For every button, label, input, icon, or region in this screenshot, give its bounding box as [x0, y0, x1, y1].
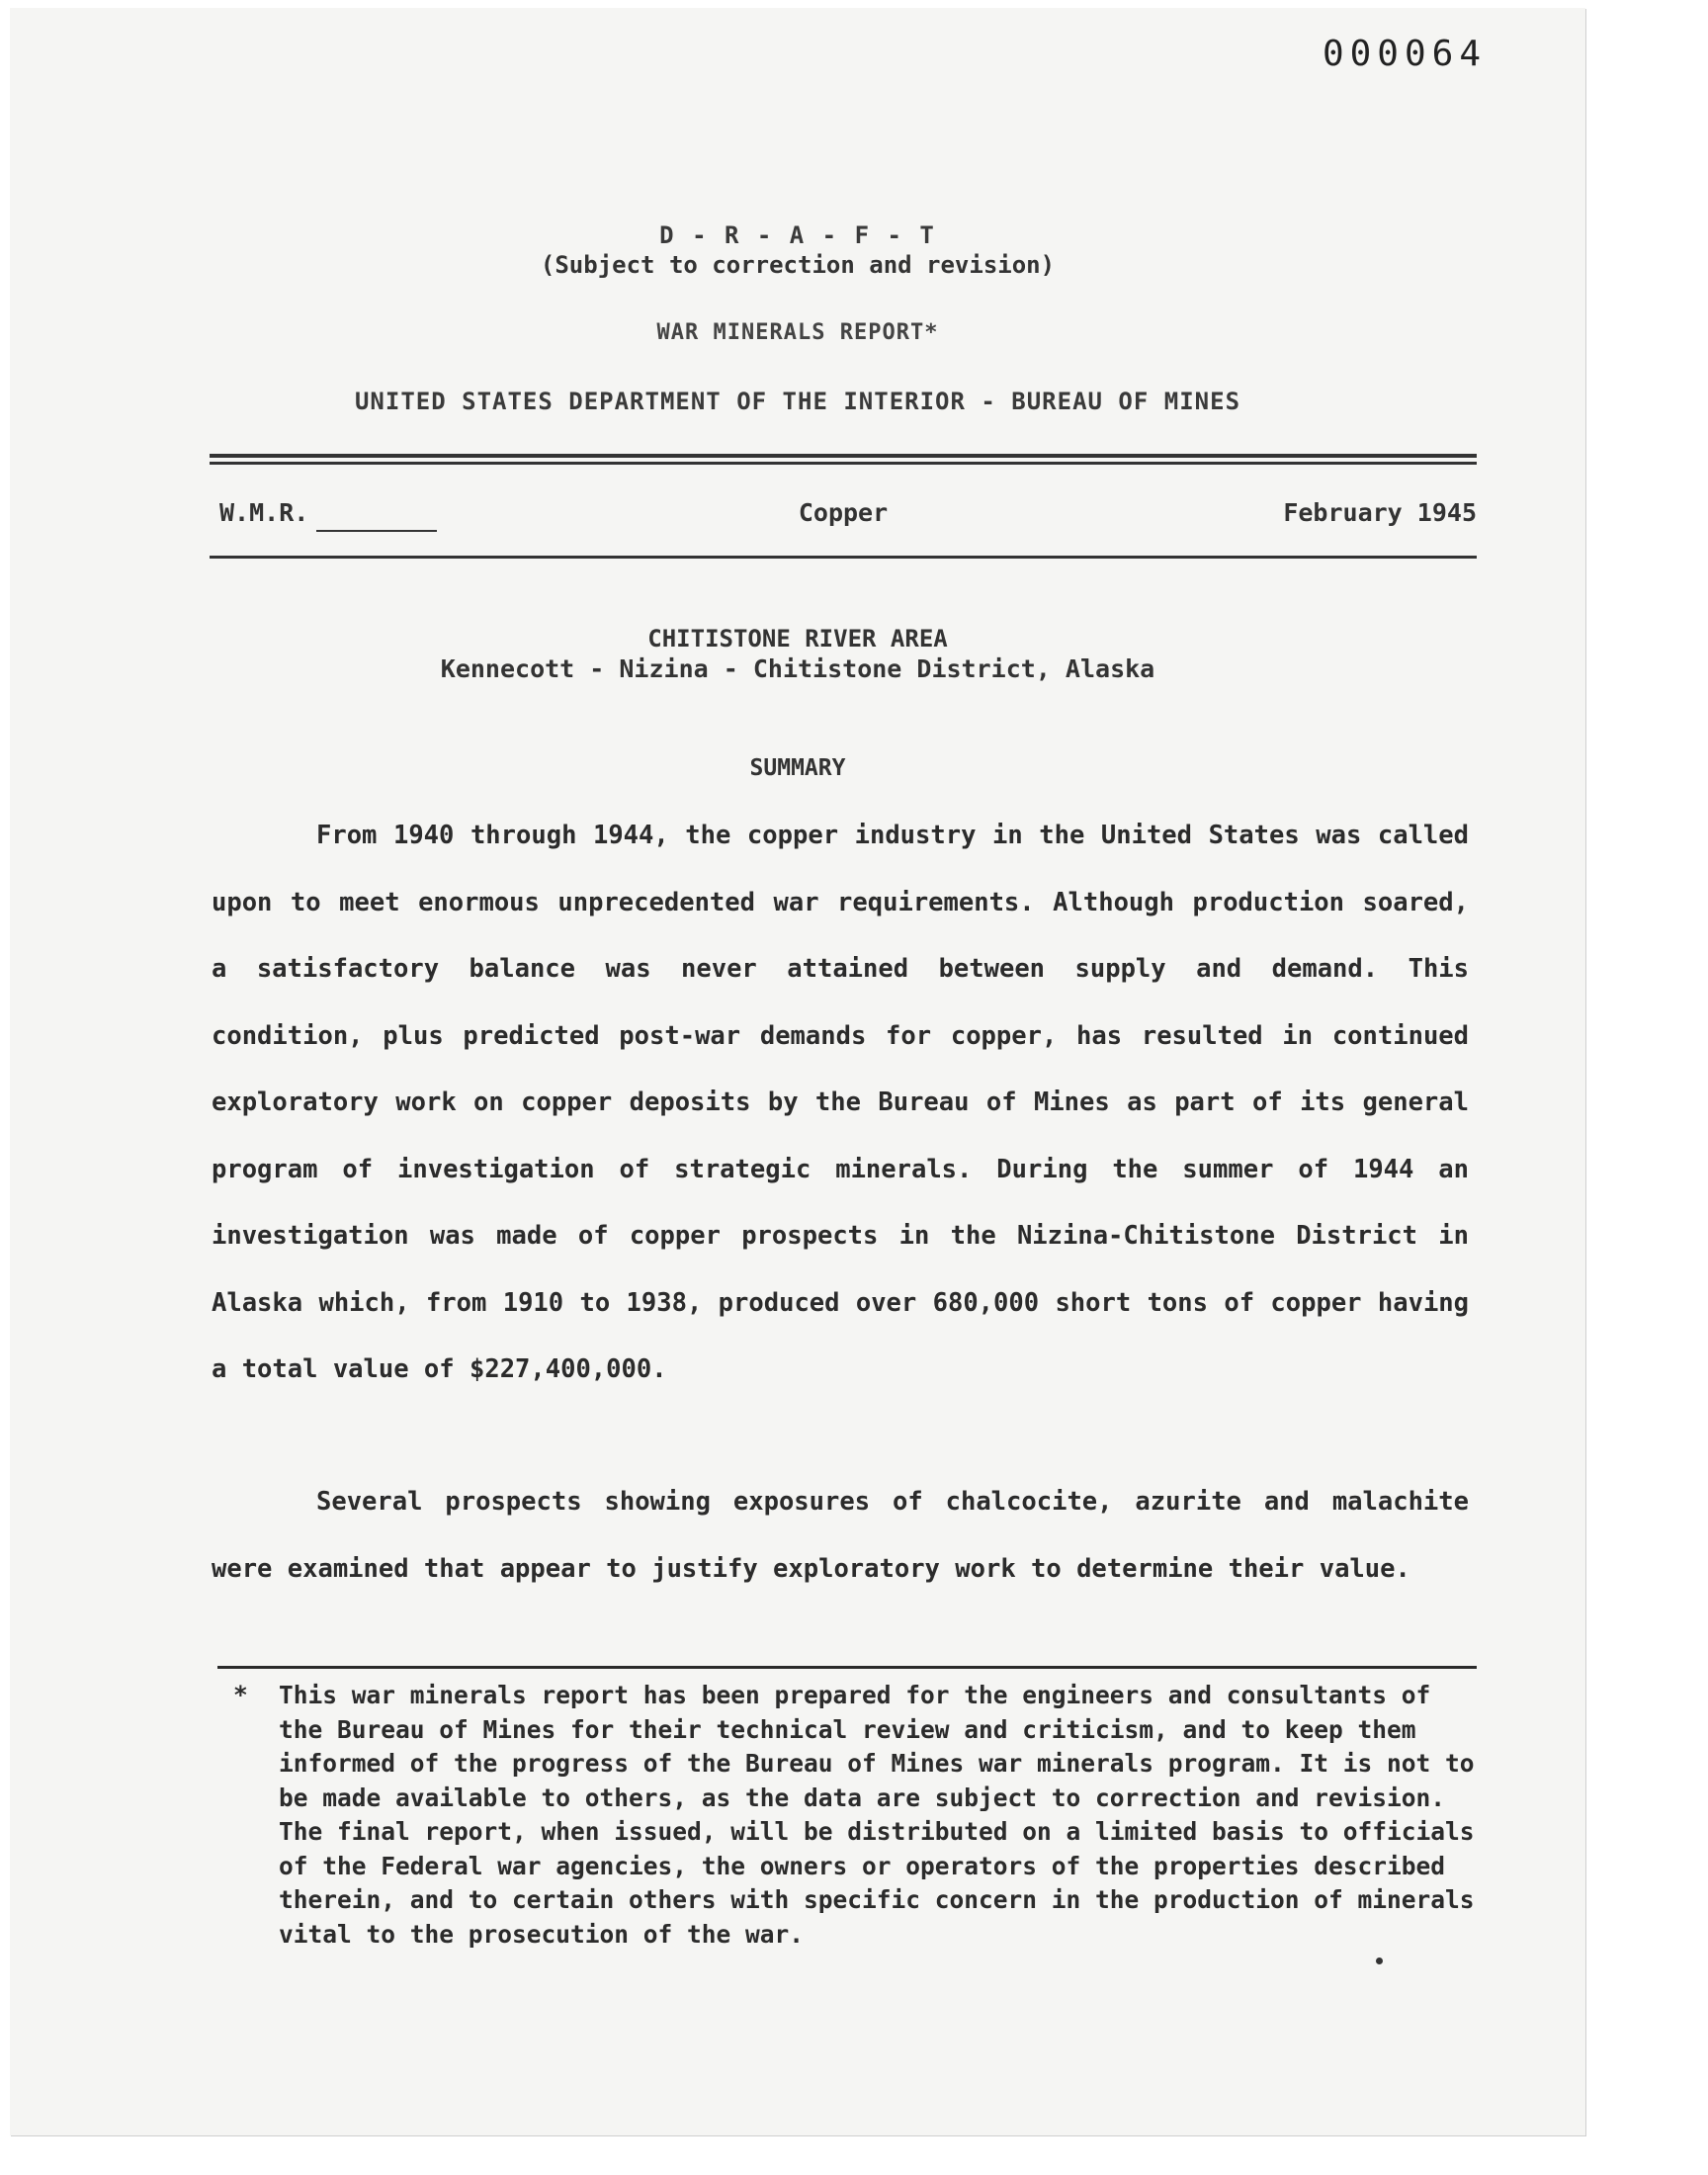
draft-title: D - R - A - F - T	[659, 221, 936, 249]
draft-subtitle: (Subject to correction and revision)	[540, 251, 1056, 279]
page-number: 000064	[1322, 34, 1487, 74]
footnote-mark: *	[233, 1681, 248, 1709]
commodity: Copper	[798, 498, 889, 527]
summary-heading: SUMMARY	[749, 755, 846, 781]
report-type: WAR MINERALS REPORT*	[656, 320, 939, 345]
scan-speck	[1376, 1958, 1383, 1964]
wmr-number-blank	[316, 530, 437, 532]
footnote-text: This war minerals report has been prepared for the engineers and consultants of the Bureau of Mines for their technical review and criticism, and to keep them informed of the progress of the Bureau of Mines war minerals program. It is not to be made available to others, as the data are subject to correction and revision. The final report, when issued, will be distributed on a limited basis to officials of the Federal war agencies, the owners or operators of the properties described therein, and to certain others with specific concern in the production of minerals vital to the prosecution of the war.	[279, 1681, 1475, 1949]
area-title: CHITISTONE RIVER AREA	[647, 625, 948, 652]
header-rule-bottom	[210, 556, 1477, 559]
report-header-row	[210, 498, 1477, 538]
summary-paragraph: Several prospects showing exposures of chalcocite, azurite and malachite were examined that appear to justify exploratory work to determine their value.	[212, 1487, 1469, 1584]
header-rule-top	[210, 454, 1477, 458]
district-name: Kennecott - Nizina - Chitistone District, Alaska	[440, 654, 1155, 683]
department-heading: UNITED STATES DEPARTMENT OF THE INTERIOR - BUREAU OF MINES	[354, 388, 1241, 415]
summary-paragraph: From 1940 through 1944, the copper industry in the United States was called upon to meet enormous unprecedented war requirements. Although production soared, a satisfactory balance was never attained between supply and demand. This condition, plus predicted post-war demands for copper, has resulted in continued exploratory work on copper deposits by the Bureau of Mines as part of its general program of investigation of strategic minerals. During the summer of 1944 an investigation was made of copper prospects in the Nizina-Chitistone District in Alaska which, from 1910 to 1938, produced over 680,000 short tons of copper having a total value of $227,400,000.	[212, 821, 1469, 1384]
wmr-label: W.M.R.	[219, 498, 309, 527]
header-rule-top-inner	[210, 462, 1477, 465]
footnote-rule	[217, 1666, 1477, 1669]
document-page	[10, 8, 1585, 2135]
report-date: February 1945	[1283, 498, 1477, 527]
